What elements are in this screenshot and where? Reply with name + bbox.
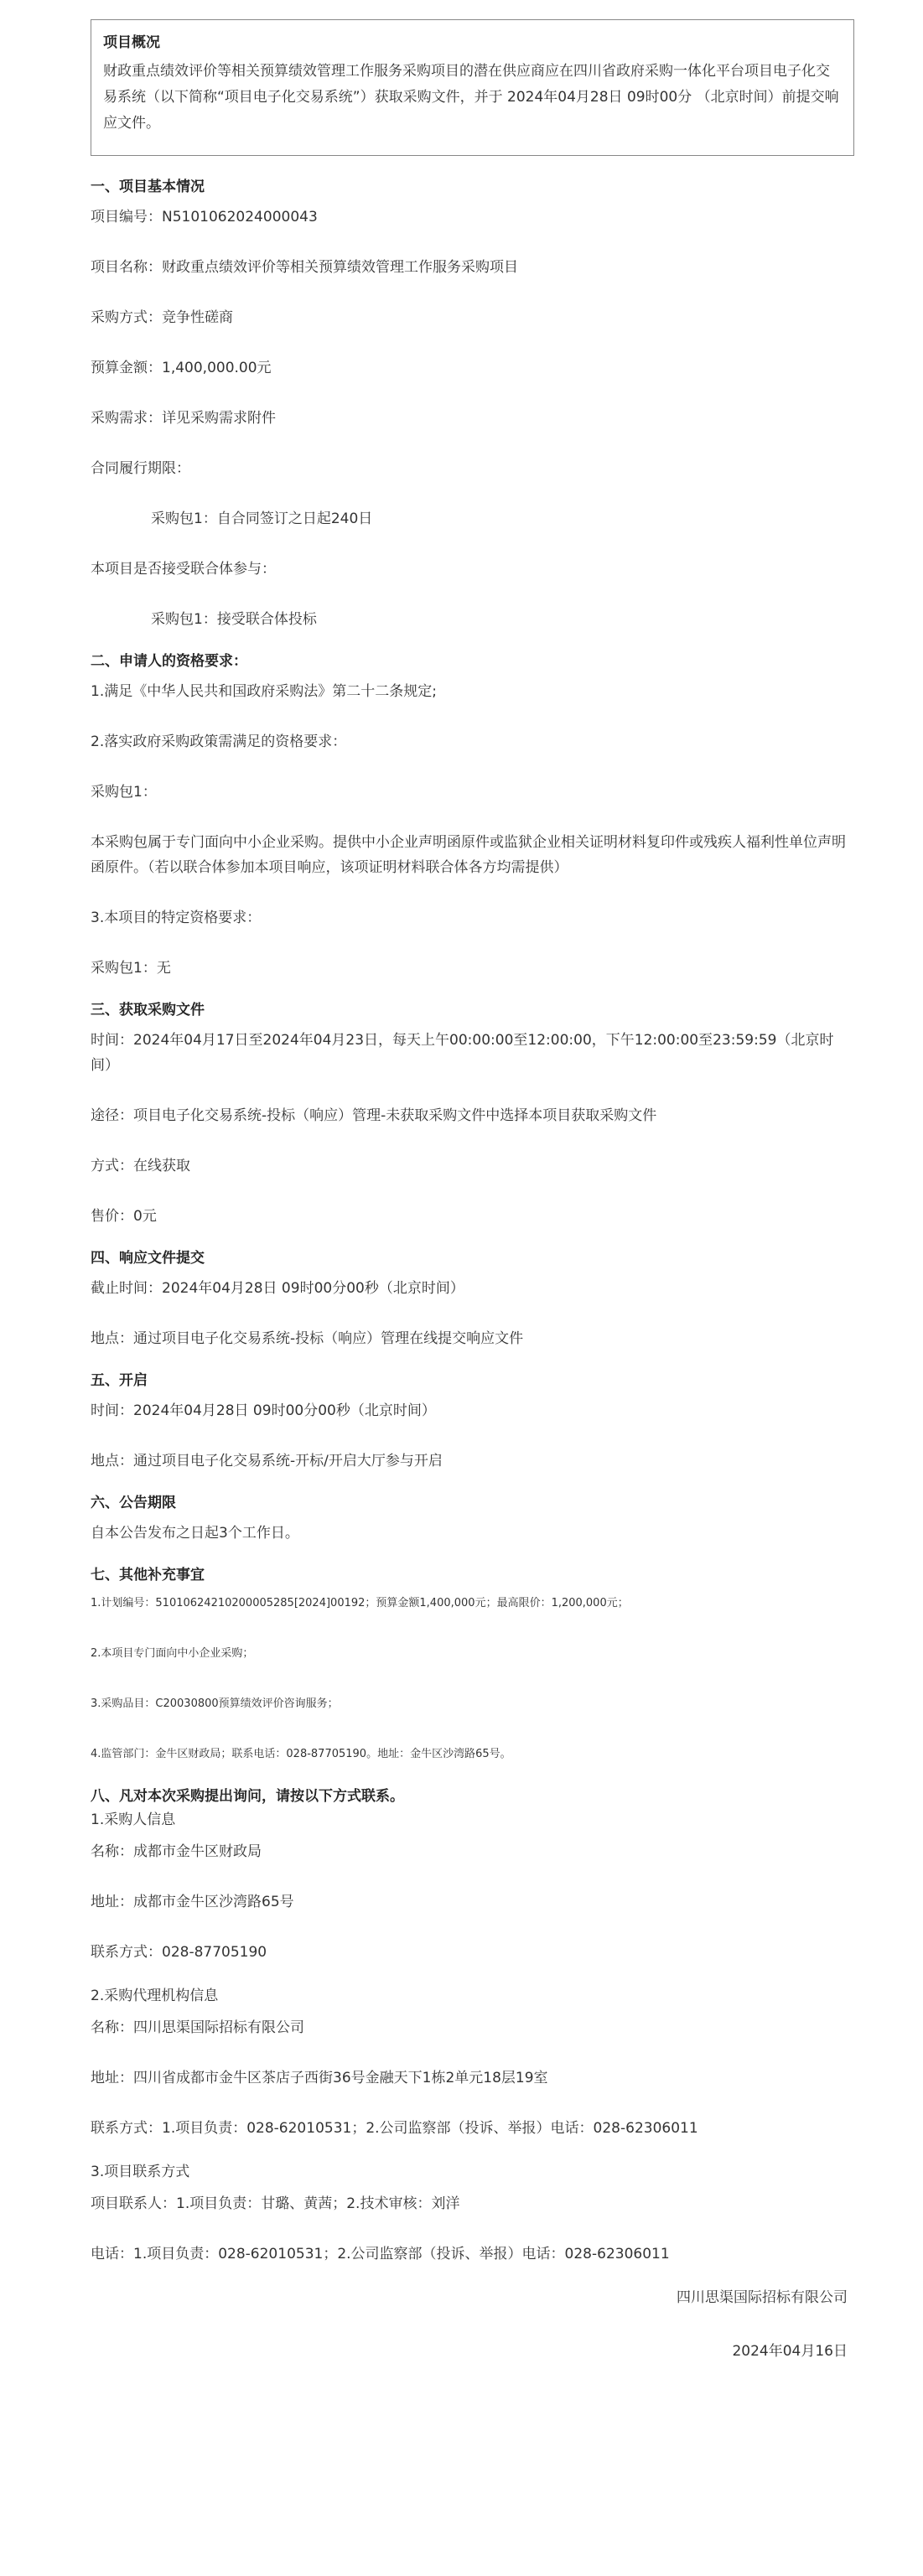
- agent-address: 地址：四川省成都市金牛区茶店子西街36号金融天下1栋2单元18层19室: [91, 2070, 548, 2086]
- section-opening: [91, 1370, 854, 1474]
- section-title: 八、凡对本次采购提出询问，请按以下方式联系。: [91, 1788, 404, 1805]
- buyer-info-title: 1.采购人信息: [91, 1811, 176, 1828]
- buyer-name: 名称：成都市金牛区财政局: [91, 1843, 262, 1860]
- section-title: 二、申请人的资格要求：: [91, 653, 247, 670]
- supplementary-item-2: 2.本项目专门面向中小企业采购；: [91, 1647, 254, 1660]
- section-title: 四、响应文件提交: [91, 1250, 205, 1267]
- section-basic-info: [91, 176, 854, 632]
- qualification-package-1-none: 采购包1：无: [91, 960, 171, 977]
- section-title: 一、项目基本情况: [91, 179, 205, 195]
- opening-time: 时间：2024年04月28日 09时00分00秒（北京时间）: [91, 1402, 436, 1419]
- obtain-time: 时间：2024年04月17日至2024年04月23日，每天上午00:00:00至12:00:00，下午12:00:00至23:59:59（北京时间）: [91, 1032, 834, 1074]
- contract-period-label: 合同履行期限：: [91, 460, 190, 477]
- qualification-item-3: 3.本项目的特定资格要求：: [91, 910, 262, 926]
- qualification-item-1: 1.满足《中华人民共和国政府采购法》第二十二条规定;: [91, 683, 437, 700]
- supplementary-item-4: 4.监管部门：金牛区财政局；联系电话：028-87705190。地址：金牛区沙湾路65号。: [91, 1748, 511, 1760]
- procurement-demand: 采购需求：详见采购需求附件: [91, 410, 276, 427]
- announcement-period-text: 自本公告发布之日起3个工作日。: [91, 1525, 299, 1542]
- project-name: 项目名称：财政重点绩效评价等相关预算绩效管理工作服务采购项目: [91, 259, 518, 276]
- qualification-package-1: 采购包1：: [91, 784, 157, 801]
- section-contact: [91, 1786, 854, 2267]
- submission-deadline: 截止时间：2024年04月28日 09时00分00秒（北京时间）: [91, 1280, 464, 1297]
- budget-amount: 预算金额：1,400,000.00元: [91, 360, 272, 376]
- section-supplementary: [91, 1564, 854, 1764]
- section-title: 六、公告期限: [91, 1495, 176, 1511]
- overview-text: 财政重点绩效评价等相关预算绩效管理工作服务采购项目的潜在供应商应在四川省政府采购一体化平台项目电子化交易系统（以下简称“项目电子化交易系统”）获取采购文件，并于 2024年04月28日 09时00分 （北京时间）前提交响应文件。: [103, 63, 839, 132]
- section-title: 七、其他补充事宜: [91, 1567, 205, 1583]
- project-contact-person: 项目联系人：1.项目负责：甘璐、黄茜；2.技术审核：刘洋: [91, 2195, 460, 2212]
- buyer-phone: 联系方式：028-87705190: [91, 1944, 267, 1961]
- agent-name: 名称：四川思渠国际招标有限公司: [91, 2019, 304, 2036]
- section-title: 五、开启: [91, 1372, 148, 1389]
- qualification-item-2: 2.落实政府采购政策需满足的资格要求：: [91, 733, 347, 750]
- project-contact-title: 3.项目联系方式: [91, 2164, 190, 2180]
- footer-company: 四川思渠国际招标有限公司: [677, 2289, 848, 2306]
- procurement-method: 采购方式：竞争性磋商: [91, 309, 233, 326]
- project-contact-phone: 电话：1.项目负责：028-62010531；2.公司监察部（投诉、举报）电话：028-62306011: [91, 2246, 670, 2262]
- section-title: 三、获取采购文件: [91, 1002, 205, 1018]
- supplementary-item-3: 3.采购品目：C20030800预算绩效评价咨询服务；: [91, 1697, 339, 1710]
- agent-info-title: 2.采购代理机构信息: [91, 1988, 219, 2004]
- consortium-label: 本项目是否接受联合体参与：: [91, 561, 276, 578]
- opening-place: 地点：通过项目电子化交易系统-开标/开启大厅参与开启: [91, 1453, 443, 1469]
- section-announcement-period: [91, 1492, 854, 1546]
- agent-phone: 联系方式：1.项目负责：028-62010531；2.公司监察部（投诉、举报）电话：028-62306011: [91, 2120, 698, 2137]
- consortium-package: 采购包1：接受联合体投标: [151, 611, 317, 628]
- overview-title: 项目概况: [103, 34, 160, 51]
- sme-requirement: 本采购包属于专门面向中小企业采购。提供中小企业声明函原件或监狱企业相关证明材料复印件或残疾人福利性单位声明函原件。（若以联合体参加本项目响应，该项证明材料联合体各方均需提供）: [91, 834, 846, 876]
- section-obtain-documents: [91, 999, 854, 1229]
- obtain-mode: 方式：在线获取: [91, 1158, 190, 1174]
- overview-box: [91, 19, 854, 156]
- footer-date: 2024年04月16日: [732, 2343, 848, 2360]
- section-submission: [91, 1247, 854, 1351]
- contract-period-package: 采购包1：自合同签订之日起240日: [151, 511, 373, 527]
- project-code: 项目编号：N5101062024000043: [91, 209, 318, 225]
- document-price: 售价：0元: [91, 1208, 157, 1225]
- supplementary-item-1: 1.计划编号：510106242102000052​85[2024]00192；预算金额1,400,000元；最高限价：1,200,000元；: [91, 1597, 629, 1609]
- obtain-way: 途径：项目电子化交易系统-投标（响应）管理-未获取采购文件中选择本项目获取采购文件: [91, 1107, 657, 1124]
- submission-place: 地点：通过项目电子化交易系统-投标（响应）管理在线提交响应文件: [91, 1330, 524, 1347]
- announcement-page: [91, 0, 854, 2364]
- section-qualification: [91, 650, 854, 981]
- buyer-address: 地址：成都市金牛区沙湾路65号: [91, 1894, 294, 1910]
